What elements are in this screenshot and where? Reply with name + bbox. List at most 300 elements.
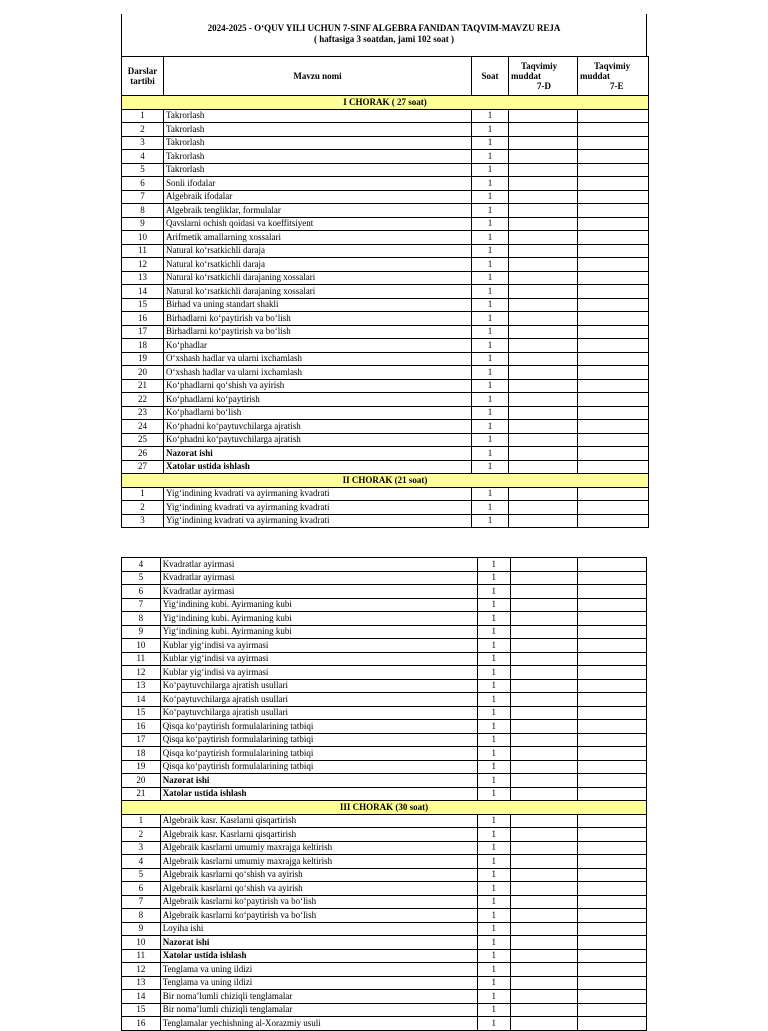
table-row	[122, 501, 649, 515]
table-row	[122, 1017, 647, 1031]
topic-cell: Xatolar ustida ishlash	[164, 460, 472, 474]
date-7e-cell	[578, 312, 649, 326]
date-7d-cell	[511, 747, 578, 761]
topic-cell: Xatolar ustida ishlash	[160, 949, 477, 963]
hours-cell: 1	[472, 325, 509, 339]
table-row	[122, 990, 647, 1004]
table-row	[122, 352, 649, 366]
topic-cell: Nazorat ishi	[160, 936, 477, 950]
hours-cell: 1	[477, 787, 510, 801]
date-7e-cell	[577, 814, 646, 828]
date-7d-cell	[509, 217, 578, 231]
topic-cell: Algebraik kasrlarni umumiy maxrajga keltirish	[160, 841, 477, 855]
table-row	[122, 379, 649, 393]
plan-page-section-2	[121, 557, 647, 1031]
lesson-number-cell: 16	[122, 312, 164, 326]
table-row	[122, 558, 647, 572]
lesson-number-cell: 12	[122, 666, 161, 680]
date-7e-cell	[577, 706, 646, 720]
date-7e-cell	[577, 895, 646, 909]
hours-cell: 1	[477, 841, 510, 855]
date-7e-cell	[577, 760, 646, 774]
date-7d-cell	[511, 679, 578, 693]
topic-cell: Takrorlash	[164, 163, 472, 177]
date-7e-cell	[577, 1003, 646, 1017]
quarter-row	[122, 474, 649, 488]
date-7d-cell	[509, 136, 578, 150]
date-7d-cell	[511, 585, 578, 599]
table-row	[122, 312, 649, 326]
table-row	[122, 895, 647, 909]
date-7e-cell	[577, 963, 646, 977]
lesson-number-cell: 25	[122, 433, 164, 447]
date-7d-cell	[509, 406, 578, 420]
lesson-number-cell: 7	[122, 598, 161, 612]
hours-cell: 1	[477, 949, 510, 963]
topic-cell: Tenglamalar yechishning al-Xorazmiy usuli	[160, 1017, 477, 1031]
hours-cell: 1	[472, 136, 509, 150]
date-7e-cell	[577, 720, 646, 734]
lesson-number-cell: 4	[122, 150, 164, 164]
header-num-line-2: tartibi	[130, 76, 155, 86]
header-lesson-number	[122, 57, 164, 96]
hours-cell: 1	[477, 868, 510, 882]
table-row	[122, 258, 649, 272]
date-7d-cell	[511, 949, 578, 963]
date-7d-cell	[511, 774, 578, 788]
date-7d-cell	[509, 258, 578, 272]
table-row	[122, 612, 647, 626]
topic-cell: Takrorlash	[164, 109, 472, 123]
hours-cell: 1	[472, 433, 509, 447]
hours-cell: 1	[477, 585, 510, 599]
hours-cell: 1	[472, 231, 509, 245]
table-row	[122, 585, 647, 599]
date-7e-cell	[577, 976, 646, 990]
topic-cell: Algebraik kasrlarni umumiy maxrajga keltirish	[160, 855, 477, 869]
table-row	[122, 679, 647, 693]
topic-cell: Natural ko‘rsatkichli daraja	[164, 258, 472, 272]
table-row	[122, 487, 649, 501]
date-7e-cell	[577, 652, 646, 666]
topic-cell: Bir noma’lumli chiziqli tenglamalar	[160, 990, 477, 1004]
lesson-number-cell: 1	[122, 109, 164, 123]
table-body-part-1	[122, 96, 649, 528]
hours-cell: 1	[477, 1017, 510, 1031]
table-body-part-2	[122, 558, 647, 1031]
header-topic: Mavzu nomi	[164, 57, 472, 96]
hours-cell: 1	[477, 1003, 510, 1017]
date-7e-cell	[577, 558, 646, 572]
table-row	[122, 760, 647, 774]
lesson-number-cell: 1	[122, 814, 161, 828]
date-7d-cell	[509, 501, 578, 515]
date-7e-cell	[578, 217, 649, 231]
date-7e-cell	[577, 571, 646, 585]
topic-cell: Yig‘indining kvadrati va ayirmaning kvadrati	[164, 487, 472, 501]
date-7d-cell	[511, 909, 578, 923]
date-7d-cell	[511, 828, 578, 842]
date-7e-cell	[578, 244, 649, 258]
topic-cell: Qisqa ko‘paytirish formulalarining tatbiqi	[160, 720, 477, 734]
hours-cell: 1	[472, 190, 509, 204]
date-7e-cell	[578, 447, 649, 461]
date-7d-cell	[509, 366, 578, 380]
table-row	[122, 325, 649, 339]
lesson-number-cell: 11	[122, 652, 161, 666]
topic-cell: Natural ko‘rsatkichli daraja	[164, 244, 472, 258]
date-7d-cell	[509, 244, 578, 258]
hours-cell: 1	[477, 814, 510, 828]
lesson-number-cell: 2	[122, 123, 164, 137]
date-7d-cell	[511, 598, 578, 612]
quarter-row	[122, 96, 649, 110]
hours-cell: 1	[472, 447, 509, 461]
date-7d-cell	[511, 1003, 578, 1017]
date-7e-cell	[578, 339, 649, 353]
hours-cell: 1	[472, 393, 509, 407]
hours-cell: 1	[472, 312, 509, 326]
date-7e-cell	[578, 190, 649, 204]
lesson-number-cell: 12	[122, 963, 161, 977]
table-row	[122, 652, 647, 666]
topic-cell: Ko‘phadlarni qo‘shish va ayirish	[164, 379, 472, 393]
date-7d-cell	[509, 312, 578, 326]
date-7d-cell	[509, 379, 578, 393]
date-7e-cell	[578, 433, 649, 447]
hours-cell: 1	[477, 747, 510, 761]
lesson-number-cell: 27	[122, 460, 164, 474]
hours-cell: 1	[472, 379, 509, 393]
hours-cell: 1	[472, 406, 509, 420]
hours-cell: 1	[472, 204, 509, 218]
hours-cell: 1	[472, 487, 509, 501]
date-7d-cell	[511, 868, 578, 882]
date-7d-cell	[509, 123, 578, 137]
table-row	[122, 720, 647, 734]
table-row	[122, 447, 649, 461]
hours-cell: 1	[477, 558, 510, 572]
header-date-7e	[578, 57, 649, 96]
date-7d-cell	[511, 733, 578, 747]
date-7d-cell	[509, 514, 578, 528]
topic-cell: Birhad va uning standart shakli	[164, 298, 472, 312]
date-7e-cell	[578, 325, 649, 339]
header-e-line-3: 7-E	[610, 81, 624, 91]
hours-cell: 1	[477, 774, 510, 788]
date-7e-cell	[578, 298, 649, 312]
topic-cell: Qisqa ko‘paytirish formulalarining tatbiqi	[160, 760, 477, 774]
hours-cell: 1	[477, 612, 510, 626]
topic-cell: Takrorlash	[164, 136, 472, 150]
header-d-line-2: muddat	[511, 71, 542, 81]
date-7e-cell	[578, 136, 649, 150]
topic-cell: O‘xshash hadlar va ularni ixchamlash	[164, 366, 472, 380]
date-7e-cell	[578, 501, 649, 515]
topic-cell: Ko‘phadlarni bo‘lish	[164, 406, 472, 420]
hours-cell: 1	[477, 828, 510, 842]
lesson-number-cell: 13	[122, 679, 161, 693]
table-row	[122, 163, 649, 177]
table-row	[122, 1003, 647, 1017]
date-7d-cell	[509, 447, 578, 461]
lesson-number-cell: 17	[122, 733, 161, 747]
lesson-number-cell: 13	[122, 976, 161, 990]
lesson-number-cell: 17	[122, 325, 164, 339]
lesson-number-cell: 3	[122, 514, 164, 528]
table-row	[122, 774, 647, 788]
topic-cell: Tenglama va uning ildizi	[160, 976, 477, 990]
date-7d-cell	[511, 976, 578, 990]
date-7e-cell	[577, 868, 646, 882]
topic-cell: Algebraik kasrlarni ko‘paytirish va bo‘lish	[160, 909, 477, 923]
date-7e-cell	[578, 231, 649, 245]
date-7e-cell	[578, 258, 649, 272]
table-row	[122, 909, 647, 923]
topic-cell: Yig‘indining kubi. Ayirmaning kubi	[160, 625, 477, 639]
hours-cell: 1	[477, 936, 510, 950]
date-7d-cell	[509, 271, 578, 285]
header-date-7d	[509, 57, 578, 96]
topic-cell: Kublar yig‘indisi va ayirmasi	[160, 652, 477, 666]
date-7e-cell	[578, 177, 649, 191]
lesson-number-cell: 8	[122, 612, 161, 626]
hours-cell: 1	[472, 298, 509, 312]
topic-cell: Algebraik kasr. Kasrlarni qisqartirish	[160, 814, 477, 828]
topic-cell: Takrorlash	[164, 150, 472, 164]
hours-cell: 1	[472, 258, 509, 272]
quarter-row	[122, 801, 647, 815]
table-row	[122, 639, 647, 653]
topic-cell: Nazorat ishi	[160, 774, 477, 788]
header-e-line-1: Taqvimiy	[594, 61, 631, 71]
header-d-line-1: Taqvimiy	[521, 61, 558, 71]
date-7d-cell	[511, 693, 578, 707]
date-7d-cell	[511, 787, 578, 801]
table-row	[122, 460, 649, 474]
table-row	[122, 963, 647, 977]
lesson-number-cell: 9	[122, 625, 161, 639]
lesson-number-cell: 9	[122, 217, 164, 231]
lesson-number-cell: 18	[122, 339, 164, 353]
hours-cell: 1	[477, 679, 510, 693]
table-row	[122, 420, 649, 434]
lesson-number-cell: 5	[122, 571, 161, 585]
table-row	[122, 882, 647, 896]
date-7e-cell	[578, 271, 649, 285]
table-row	[122, 366, 649, 380]
table-row	[122, 393, 649, 407]
date-7e-cell	[578, 204, 649, 218]
lesson-number-cell: 14	[122, 693, 161, 707]
header-num-line-1: Darslar	[127, 66, 158, 76]
hours-cell: 1	[477, 652, 510, 666]
date-7d-cell	[511, 558, 578, 572]
quarter-title: II CHORAK (21 soat)	[122, 474, 649, 488]
hours-cell: 1	[477, 720, 510, 734]
topic-cell: Takrorlash	[164, 123, 472, 137]
table-row	[122, 217, 649, 231]
date-7e-cell	[577, 679, 646, 693]
hours-cell: 1	[472, 420, 509, 434]
date-7e-cell	[578, 285, 649, 299]
lesson-number-cell: 7	[122, 895, 161, 909]
date-7d-cell	[509, 298, 578, 312]
table-row	[122, 514, 649, 528]
quarter-title: I CHORAK ( 27 soat)	[122, 96, 649, 110]
lesson-number-cell: 13	[122, 271, 164, 285]
topic-cell: Algebraik kasrlarni qo‘shish va ayirish	[160, 882, 477, 896]
topic-cell: Birhadlarni ko‘paytirish va bo‘lish	[164, 325, 472, 339]
hours-cell: 1	[472, 271, 509, 285]
hours-cell: 1	[477, 666, 510, 680]
document-title	[121, 14, 647, 56]
date-7d-cell	[511, 855, 578, 869]
date-7d-cell	[511, 1017, 578, 1031]
title-line-1: 2024-2025 - O‘QUV YILI UCHUN 7-SINF ALGEBRA FANIDAN TAQVIM-MAVZU REJA	[207, 23, 561, 33]
lesson-number-cell: 16	[122, 720, 161, 734]
topic-cell: Algebraik tengliklar, formulalar	[164, 204, 472, 218]
lesson-number-cell: 2	[122, 828, 161, 842]
header-d-line-3: 7-D	[537, 81, 551, 91]
date-7d-cell	[511, 612, 578, 626]
topic-cell: Qisqa ko‘paytirish formulalarining tatbiqi	[160, 733, 477, 747]
topic-cell: Algebraik kasrlarni qo‘shish va ayirish	[160, 868, 477, 882]
date-7d-cell	[509, 460, 578, 474]
hours-cell: 1	[477, 976, 510, 990]
topic-cell: Yig‘indining kubi. Ayirmaning kubi	[160, 598, 477, 612]
date-7e-cell	[577, 909, 646, 923]
topic-cell: Ko‘paytuvchilarga ajratish usullari	[160, 693, 477, 707]
date-7e-cell	[577, 949, 646, 963]
date-7e-cell	[577, 1017, 646, 1031]
lesson-number-cell: 21	[122, 379, 164, 393]
plan-table-part-2	[121, 557, 647, 1031]
lesson-number-cell: 1	[122, 487, 164, 501]
topic-cell: Algebraik kasr. Kasrlarni qisqartirish	[160, 828, 477, 842]
date-7d-cell	[509, 204, 578, 218]
table-row	[122, 693, 647, 707]
topic-cell: Ko‘phadni ko‘paytuvchilarga ajratish	[164, 433, 472, 447]
date-7e-cell	[578, 123, 649, 137]
topic-cell: O‘xshash hadlar va ularni ixchamlash	[164, 352, 472, 366]
topic-cell: Xatolar ustida ishlash	[160, 787, 477, 801]
topic-cell: Kvadratlar ayirmasi	[160, 571, 477, 585]
lesson-number-cell: 15	[122, 298, 164, 312]
lesson-number-cell: 3	[122, 136, 164, 150]
lesson-number-cell: 5	[122, 868, 161, 882]
lesson-number-cell: 10	[122, 639, 161, 653]
hours-cell: 1	[472, 352, 509, 366]
hours-cell: 1	[472, 123, 509, 137]
topic-cell: Yig‘indining kvadrati va ayirmaning kvadrati	[164, 501, 472, 515]
table-row	[122, 285, 649, 299]
lesson-number-cell: 18	[122, 747, 161, 761]
topic-cell: Sonli ifodalar	[164, 177, 472, 191]
hours-cell: 1	[477, 706, 510, 720]
lesson-number-cell: 15	[122, 1003, 161, 1017]
topic-cell: Yig‘indining kvadrati va ayirmaning kvadrati	[164, 514, 472, 528]
hours-cell: 1	[472, 514, 509, 528]
table-row	[122, 814, 647, 828]
topic-cell: Nazorat ishi	[164, 447, 472, 461]
topic-cell: Ko‘phadni ko‘paytuvchilarga ajratish	[164, 420, 472, 434]
table-row	[122, 109, 649, 123]
date-7d-cell	[511, 652, 578, 666]
topic-cell: Ko‘paytuvchilarga ajratish usullari	[160, 679, 477, 693]
table-row	[122, 666, 647, 680]
hours-cell: 1	[472, 109, 509, 123]
date-7d-cell	[509, 393, 578, 407]
topic-cell: Qavslarni ochish qoidasi va koeffitsiyent	[164, 217, 472, 231]
table-row	[122, 190, 649, 204]
hours-cell: 1	[477, 922, 510, 936]
date-7e-cell	[577, 787, 646, 801]
hours-cell: 1	[477, 895, 510, 909]
date-7e-cell	[577, 828, 646, 842]
date-7d-cell	[511, 895, 578, 909]
date-7e-cell	[578, 163, 649, 177]
table-row	[122, 936, 647, 950]
table-row	[122, 828, 647, 842]
date-7e-cell	[578, 109, 649, 123]
date-7e-cell	[577, 936, 646, 950]
date-7e-cell	[577, 774, 646, 788]
table-row	[122, 922, 647, 936]
table-row	[122, 298, 649, 312]
topic-cell: Kvadratlar ayirmasi	[160, 585, 477, 599]
table-row	[122, 271, 649, 285]
table-row	[122, 136, 649, 150]
date-7e-cell	[577, 733, 646, 747]
lesson-number-cell: 7	[122, 190, 164, 204]
table-row	[122, 855, 647, 869]
header-hours: Soat	[472, 57, 509, 96]
date-7e-cell	[578, 406, 649, 420]
hours-cell: 1	[477, 760, 510, 774]
plan-header	[121, 14, 647, 528]
date-7e-cell	[578, 379, 649, 393]
hours-cell: 1	[472, 366, 509, 380]
topic-cell: Tenglama va uning ildizi	[160, 963, 477, 977]
lesson-number-cell: 24	[122, 420, 164, 434]
date-7e-cell	[578, 514, 649, 528]
hours-cell: 1	[472, 460, 509, 474]
quarter-title: III CHORAK (30 soat)	[122, 801, 647, 815]
date-7d-cell	[509, 352, 578, 366]
date-7d-cell	[509, 109, 578, 123]
date-7d-cell	[511, 706, 578, 720]
table-row	[122, 339, 649, 353]
lesson-number-cell: 23	[122, 406, 164, 420]
table-row	[122, 787, 647, 801]
date-7d-cell	[511, 625, 578, 639]
date-7d-cell	[511, 571, 578, 585]
hours-cell: 1	[472, 163, 509, 177]
date-7e-cell	[578, 352, 649, 366]
lesson-number-cell: 8	[122, 909, 161, 923]
hours-cell: 1	[477, 882, 510, 896]
lesson-number-cell: 11	[122, 949, 161, 963]
hours-cell: 1	[472, 217, 509, 231]
date-7e-cell	[578, 366, 649, 380]
hours-cell: 1	[472, 339, 509, 353]
table-row	[122, 625, 647, 639]
table-row	[122, 598, 647, 612]
topic-cell: Ko‘phadlarni ko‘paytirish	[164, 393, 472, 407]
date-7d-cell	[511, 760, 578, 774]
date-7d-cell	[509, 177, 578, 191]
